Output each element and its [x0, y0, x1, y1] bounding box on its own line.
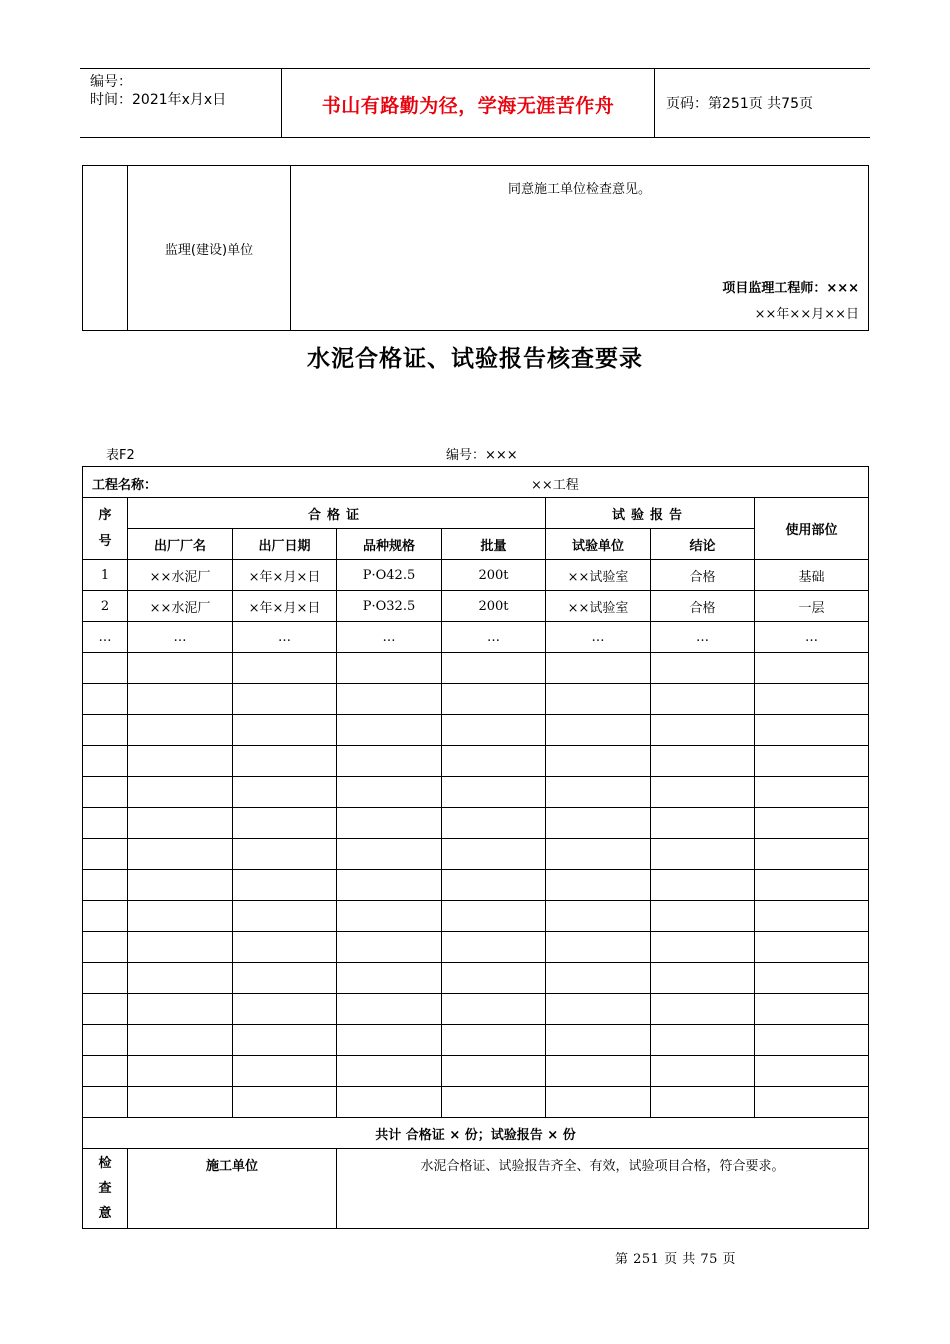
- empty-cell: [442, 994, 546, 1025]
- empty-cell: [337, 808, 442, 839]
- empty-cell: [651, 870, 755, 901]
- empty-cell: [128, 1056, 233, 1087]
- empty-cell: [442, 808, 546, 839]
- empty-cell: [233, 932, 337, 963]
- empty-row: [83, 932, 869, 963]
- result-header: 结论: [651, 529, 755, 560]
- lab-cell: …: [546, 622, 651, 653]
- batch-cell: 200t: [442, 560, 546, 591]
- check-conclusion: 水泥合格证、试验报告齐全、有效，试验项目合格，符合要求。: [337, 1149, 869, 1229]
- page-info: 页码：第251页 共75页: [666, 96, 813, 112]
- empty-cell: [755, 932, 869, 963]
- empty-cell: [83, 653, 128, 684]
- empty-cell: [442, 1087, 546, 1118]
- empty-row: [83, 1025, 869, 1056]
- table-row: [83, 560, 869, 591]
- empty-cell: [546, 777, 651, 808]
- empty-cell: [546, 746, 651, 777]
- supervision-table: [82, 165, 869, 331]
- date-cell: ×年×月×日: [233, 560, 337, 591]
- empty-cell: [546, 653, 651, 684]
- empty-row: [83, 839, 869, 870]
- supervision-engineer: 项目监理工程师：×××: [722, 281, 859, 296]
- empty-cell: [337, 839, 442, 870]
- empty-row: [83, 808, 869, 839]
- empty-cell: [546, 994, 651, 1025]
- empty-cell: [651, 901, 755, 932]
- result-cell: 合格: [651, 560, 755, 591]
- usage-cell: 一层: [755, 591, 869, 622]
- empty-row: [83, 901, 869, 932]
- empty-cell: [337, 1087, 442, 1118]
- empty-cell: [337, 1025, 442, 1056]
- empty-cell: [233, 1087, 337, 1118]
- empty-cell: [83, 1025, 128, 1056]
- empty-cell: [337, 715, 442, 746]
- header-motto-cell: [282, 69, 655, 137]
- total-row: 共计 合格证 × 份；试验报告 × 份: [83, 1118, 869, 1149]
- empty-cell: [755, 870, 869, 901]
- project-name: ××工程: [531, 478, 579, 493]
- empty-cell: [233, 839, 337, 870]
- empty-cell: [755, 715, 869, 746]
- empty-cell: [128, 808, 233, 839]
- empty-cell: [83, 808, 128, 839]
- empty-cell: [233, 746, 337, 777]
- empty-cell: [442, 1025, 546, 1056]
- empty-cell: [233, 808, 337, 839]
- empty-cell: [546, 839, 651, 870]
- empty-cell: [83, 715, 128, 746]
- empty-cell: [83, 963, 128, 994]
- empty-cell: [755, 653, 869, 684]
- cement-record-table: [82, 466, 869, 1229]
- supervision-opinion: 同意施工单位检查意见。: [507, 182, 651, 197]
- empty-cell: [546, 1087, 651, 1118]
- empty-cell: [337, 746, 442, 777]
- batch-header: 批量: [442, 529, 546, 560]
- empty-cell: [128, 777, 233, 808]
- seq-cell: …: [83, 622, 128, 653]
- empty-row: [83, 1056, 869, 1087]
- empty-cell: [755, 684, 869, 715]
- empty-cell: [128, 1087, 233, 1118]
- empty-cell: [442, 901, 546, 932]
- lab-cell: ××试验室: [546, 560, 651, 591]
- header-meta: [80, 69, 282, 137]
- empty-cell: [83, 1087, 128, 1118]
- empty-cell: [128, 653, 233, 684]
- seq-header-char1: 序: [98, 507, 112, 523]
- table-row: [83, 622, 869, 653]
- empty-cell: [337, 994, 442, 1025]
- empty-cell: [337, 963, 442, 994]
- empty-cell: [442, 715, 546, 746]
- empty-cell: [337, 653, 442, 684]
- time-label: 时间：2021年x月x日: [90, 92, 227, 108]
- empty-cell: [442, 839, 546, 870]
- lab-header: 试验单位: [546, 529, 651, 560]
- factory-cell: ××水泥厂: [128, 591, 233, 622]
- empty-cell: [83, 684, 128, 715]
- check-label: [83, 1149, 128, 1229]
- empty-cell: [83, 839, 128, 870]
- factory-cell: …: [128, 622, 233, 653]
- empty-cell: [337, 684, 442, 715]
- empty-cell: [442, 777, 546, 808]
- empty-cell: [233, 777, 337, 808]
- empty-cell: [651, 994, 755, 1025]
- empty-cell: [83, 746, 128, 777]
- empty-cell: [83, 777, 128, 808]
- empty-cell: [337, 932, 442, 963]
- empty-cell: [546, 684, 651, 715]
- blank-cell: [83, 166, 128, 331]
- empty-cell: [755, 994, 869, 1025]
- empty-cell: [651, 1025, 755, 1056]
- seq-cell: 1: [83, 560, 128, 591]
- seq-cell: 2: [83, 591, 128, 622]
- empty-cell: [233, 870, 337, 901]
- empty-cell: [755, 1087, 869, 1118]
- empty-row: [83, 994, 869, 1025]
- empty-cell: [651, 1056, 755, 1087]
- table-row: [83, 591, 869, 622]
- empty-cell: [83, 901, 128, 932]
- construction-unit-label: 施工单位: [128, 1149, 337, 1229]
- empty-cell: [233, 963, 337, 994]
- project-label: 工程名称：: [92, 478, 158, 493]
- page-title: 水泥合格证、试验报告核查要录: [307, 346, 643, 372]
- lab-cell: ××试验室: [546, 591, 651, 622]
- empty-cell: [128, 963, 233, 994]
- empty-cell: [128, 932, 233, 963]
- empty-cell: [337, 1056, 442, 1087]
- empty-cell: [651, 777, 755, 808]
- empty-cell: [755, 901, 869, 932]
- empty-cell: [755, 746, 869, 777]
- empty-row: [83, 746, 869, 777]
- date-header: 出厂日期: [233, 529, 337, 560]
- check-label-char2: 查: [98, 1181, 112, 1196]
- motto: 书山有路勤为径，学海无涯苦作舟: [321, 95, 615, 117]
- empty-cell: [128, 870, 233, 901]
- empty-cell: [337, 777, 442, 808]
- empty-cell: [442, 1056, 546, 1087]
- empty-cell: [233, 684, 337, 715]
- usage-cell: …: [755, 622, 869, 653]
- empty-cell: [755, 839, 869, 870]
- factory-header: 出厂厂名: [128, 529, 233, 560]
- empty-cell: [755, 808, 869, 839]
- usage-header: 使用部位: [755, 498, 869, 560]
- empty-row: [83, 684, 869, 715]
- empty-cell: [442, 684, 546, 715]
- empty-cell: [546, 901, 651, 932]
- empty-cell: [755, 963, 869, 994]
- document-number: 编号：×××: [446, 448, 518, 463]
- empty-cell: [128, 746, 233, 777]
- date-cell: …: [233, 622, 337, 653]
- empty-cell: [233, 901, 337, 932]
- empty-cell: [755, 1025, 869, 1056]
- empty-cell: [83, 1056, 128, 1087]
- usage-cell: 基础: [755, 560, 869, 591]
- spec-cell: P·O32.5: [337, 591, 442, 622]
- empty-cell: [651, 808, 755, 839]
- empty-cell: [651, 684, 755, 715]
- result-cell: 合格: [651, 591, 755, 622]
- number-label: 编号：: [90, 74, 132, 90]
- empty-cell: [546, 870, 651, 901]
- empty-cell: [128, 901, 233, 932]
- spec-cell: …: [337, 622, 442, 653]
- report-group-header: 试验报告: [546, 498, 755, 529]
- empty-cell: [233, 715, 337, 746]
- check-label-char3: 意: [98, 1206, 112, 1221]
- empty-row: [83, 777, 869, 808]
- check-label-char1: 检: [98, 1156, 112, 1171]
- supervision-date: ××年××月××日: [754, 307, 859, 322]
- seq-header: [83, 498, 128, 560]
- supervision-opinion-cell: [291, 166, 869, 331]
- empty-cell: [755, 1056, 869, 1087]
- empty-row: [83, 1087, 869, 1118]
- empty-cell: [233, 653, 337, 684]
- empty-cell: [546, 932, 651, 963]
- empty-cell: [233, 1056, 337, 1087]
- empty-cell: [546, 1056, 651, 1087]
- table-body: [83, 560, 869, 653]
- empty-cell: [546, 963, 651, 994]
- empty-cell: [128, 839, 233, 870]
- empty-cell: [128, 684, 233, 715]
- seq-header-char2: 号: [98, 533, 112, 549]
- empty-cell: [83, 994, 128, 1025]
- cert-group-header: 合格证: [128, 498, 546, 529]
- factory-cell: ××水泥厂: [128, 560, 233, 591]
- empty-cell: [442, 932, 546, 963]
- empty-cell: [651, 1087, 755, 1118]
- table-number: 表F2: [106, 448, 135, 463]
- empty-cell: [651, 963, 755, 994]
- empty-cell: [83, 870, 128, 901]
- empty-row: [83, 653, 869, 684]
- empty-cell: [546, 808, 651, 839]
- date-cell: ×年×月×日: [233, 591, 337, 622]
- spec-header: 品种规格: [337, 529, 442, 560]
- page-header: [80, 68, 870, 138]
- empty-cell: [546, 1025, 651, 1056]
- empty-cell: [651, 839, 755, 870]
- result-cell: …: [651, 622, 755, 653]
- empty-cell: [442, 870, 546, 901]
- empty-cell: [128, 994, 233, 1025]
- supervision-unit-label: 监理(建设)单位: [128, 166, 291, 331]
- empty-cell: [442, 746, 546, 777]
- empty-cell: [83, 932, 128, 963]
- empty-cell: [651, 715, 755, 746]
- empty-cell: [128, 715, 233, 746]
- empty-cell: [337, 901, 442, 932]
- batch-cell: …: [442, 622, 546, 653]
- empty-rows: [83, 653, 869, 1118]
- batch-cell: 200t: [442, 591, 546, 622]
- project-row: [83, 467, 869, 498]
- empty-cell: [651, 932, 755, 963]
- empty-cell: [128, 1025, 233, 1056]
- empty-cell: [442, 963, 546, 994]
- empty-cell: [233, 994, 337, 1025]
- empty-cell: [651, 746, 755, 777]
- empty-cell: [442, 653, 546, 684]
- empty-cell: [337, 870, 442, 901]
- empty-row: [83, 715, 869, 746]
- empty-cell: [233, 1025, 337, 1056]
- empty-cell: [755, 777, 869, 808]
- empty-cell: [651, 653, 755, 684]
- spec-cell: P·O42.5: [337, 560, 442, 591]
- empty-row: [83, 870, 869, 901]
- empty-cell: [546, 715, 651, 746]
- empty-row: [83, 963, 869, 994]
- page-footer: 第 251 页 共 75 页: [615, 1252, 737, 1267]
